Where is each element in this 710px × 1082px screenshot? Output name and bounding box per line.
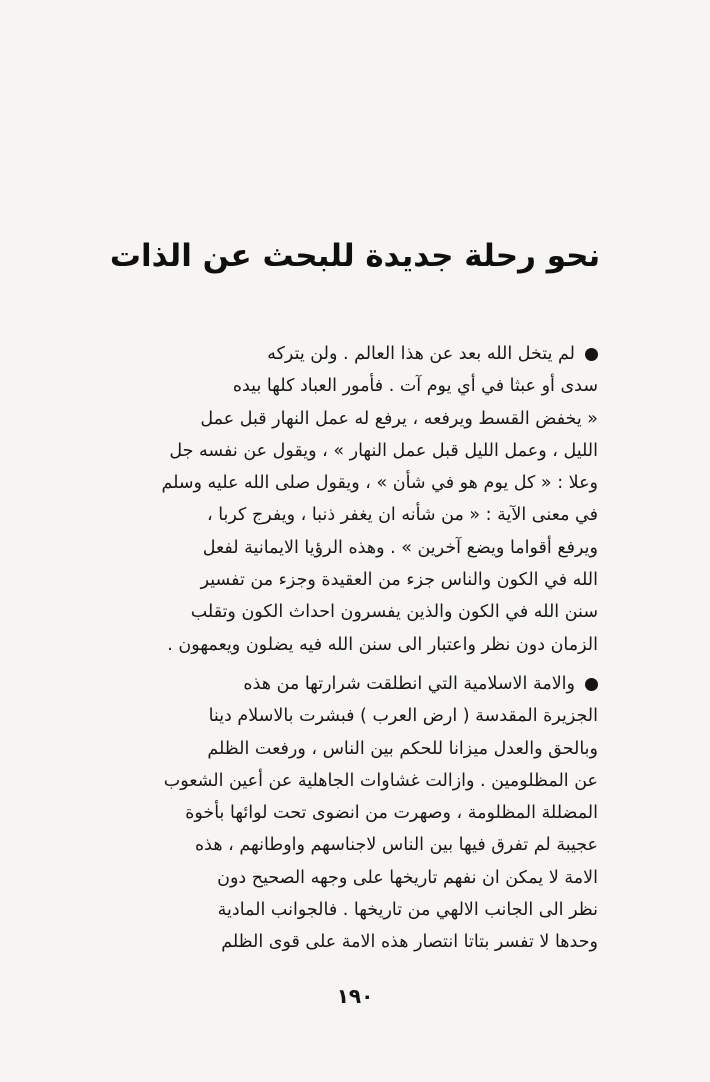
paragraph-line: في معنى الآية : « من شأنه ان يغفر ذنبا ، ويفرج كربا ،: [206, 505, 598, 526]
paragraph-line-text: لم يتخل الله بعد عن هذا العالم . ولن يتركه: [267, 344, 575, 364]
bullet-icon: [585, 348, 598, 361]
paragraph-line-text: والامة الاسلامية التي انطلقت شرارتها من هذه: [243, 674, 575, 694]
paragraph-line: وحدها لا تفسر بتاتا انتصار هذه الامة على قوى الظلم: [221, 932, 598, 953]
paragraph-line: الجزيرة المقدسة ( ارض العرب ) فبشرت بالاسلام دينا: [208, 706, 598, 727]
paragraph-line: [66, 338, 598, 370]
paragraph-line: المضللة المظلومة ، وصهرت من انضوى تحت لوائها بأخوة: [185, 803, 598, 824]
paragraph-line: الزمان دون نظر واعتبار الى سنن الله فيه يضلون ويعمهون .: [167, 634, 598, 655]
paragraph-line: الامة لا يمكن ان نفهم تاريخها على وجهه الصحيح دون: [217, 867, 598, 888]
paragraph-line: سدى أو عبثا في أي يوم آت . فأمور العباد كلها بيده: [232, 376, 598, 397]
paragraph-line: عن المظلومين . وازالت غشاوات الجاهلية عن أعين الشعوب: [163, 770, 598, 791]
paragraph-line: وعلا : « كل يوم هو في شأن » ، ويقول صلى الله عليه وسلم: [161, 473, 598, 494]
paragraph-line: نظر الى الجانب الالهي من تاريخها . فالجوانب المادية: [217, 900, 598, 921]
paragraph-line: سنن الله في الكون والذين يفسرون احداث الكون وتقلب: [190, 602, 598, 623]
paragraph-2: [66, 668, 598, 959]
paragraph-line: [66, 668, 598, 700]
paragraph-1: [66, 338, 598, 661]
paragraph-line: ويرفع أقواما ويضع آخرين » . وهذه الرؤيا الايمانية لفعل: [202, 537, 598, 558]
paragraph-line: الله في الكون والناس جزء من العقيدة وجزء من تفسير: [200, 570, 598, 591]
paragraph-line: الليل ، وعمل الليل قبل عمل النهار » ، ويقول عن نفسه جل: [169, 440, 598, 461]
paragraph-line: « يخفض القسط ويرفعه ، يرفع له عمل النهار قبل عمل: [200, 408, 598, 429]
paragraph-line: وبالحق والعدل ميزانا للحكم بين الناس ، ورفعت الظلم: [207, 738, 598, 759]
bullet-icon: [585, 678, 598, 691]
chapter-title: نحو رحلة جديدة للبحث عن الذات: [109, 238, 601, 274]
page-number: ١٩٠: [336, 984, 374, 1008]
paragraph-line: عجيبة لم تفرق فيها بين الناس لاجناسهم واوطانهم ، هذه: [195, 835, 598, 856]
